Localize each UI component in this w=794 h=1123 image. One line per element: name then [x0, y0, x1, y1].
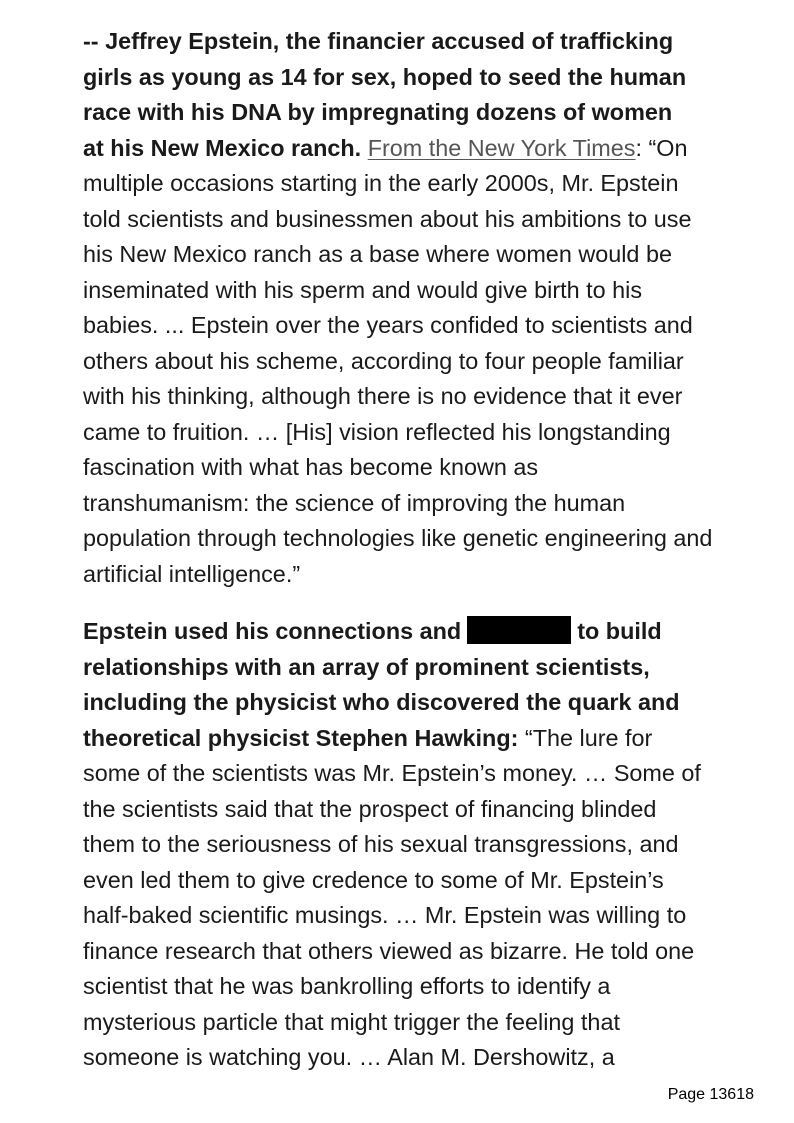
- text-line: artificial intelligence.”: [83, 560, 301, 587]
- text-line: others about his scheme, according to four people familiar: [83, 347, 684, 374]
- text-line: babies. ... Epstein over the years confided to scientists and: [83, 312, 693, 338]
- text-line: multiple occasions starting in the early 2000s, Mr. Epstein: [83, 170, 679, 196]
- text-line: inseminated with his sperm and would give birth to his: [83, 276, 643, 303]
- text-line: with his thinking, although there is no evidence that it ever: [83, 383, 683, 409]
- text-line: scientist that he was bankrolling efforts to identify a: [83, 973, 611, 999]
- text-line: relationships with an array of prominent scientists,: [83, 653, 650, 680]
- text-line: even led them to give credence to some of Mr. Epstein’s: [83, 866, 664, 893]
- bold-lead: theoretical physicist Stephen Hawking:: [83, 724, 519, 751]
- text-line: finance research that others viewed as bizarre. He told one: [83, 937, 695, 964]
- text-line: them to the seriousness of his sexual transgressions, and: [83, 831, 679, 857]
- text-line: -- Jeffrey Epstein, the financier accused of trafficking: [83, 28, 674, 54]
- text-line: the scientists said that the prospect of financing blinded: [83, 795, 657, 822]
- bold-continuation: to build: [577, 618, 662, 644]
- text-line: half-baked scientific musings. … Mr. Epstein was willing to: [83, 902, 687, 928]
- redaction-block: [467, 616, 571, 644]
- bold-lead: Epstein used his connections and: [83, 618, 462, 644]
- text-line: told scientists and businessmen about his ambitions to use: [83, 205, 692, 232]
- text-line: fascination with what has become known as: [83, 454, 539, 480]
- page-number: Page 13618: [667, 1086, 754, 1103]
- text-line: girls as young as 14 for sex, hoped to seed the human: [83, 63, 687, 90]
- quote-start: “The lure for: [518, 724, 653, 751]
- text-line: race with his DNA by impregnating dozens of women: [83, 99, 673, 125]
- paragraph-epstein-scientists: [83, 614, 733, 1076]
- text-line: mysterious particle that might trigger the feeling that: [83, 1008, 620, 1035]
- text-line: someone is watching you. … Alan M. Dershowitz, a: [83, 1044, 615, 1070]
- text-line: including the physicist who discovered the quark and: [83, 689, 680, 715]
- paragraph-epstein-dna: [83, 24, 733, 592]
- text-line: [83, 614, 733, 650]
- text-line: [83, 131, 733, 167]
- text-line: some of the scientists was Mr. Epstein’s money. … Some of: [83, 760, 701, 786]
- text-line: came to fruition. … [His] vision reflected his longstanding: [83, 418, 671, 445]
- quote-start: : “On: [635, 134, 688, 161]
- text-line: [83, 721, 733, 757]
- text-line: transhumanism: the science of improving the human: [83, 489, 626, 516]
- text-line: his New Mexico ranch as a base where women would be: [83, 241, 672, 267]
- text-line: population through technologies like genetic engineering and: [83, 525, 713, 551]
- nyt-source-link[interactable]: From the New York Times: [367, 134, 636, 161]
- bold-lead: at his New Mexico ranch.: [83, 134, 362, 161]
